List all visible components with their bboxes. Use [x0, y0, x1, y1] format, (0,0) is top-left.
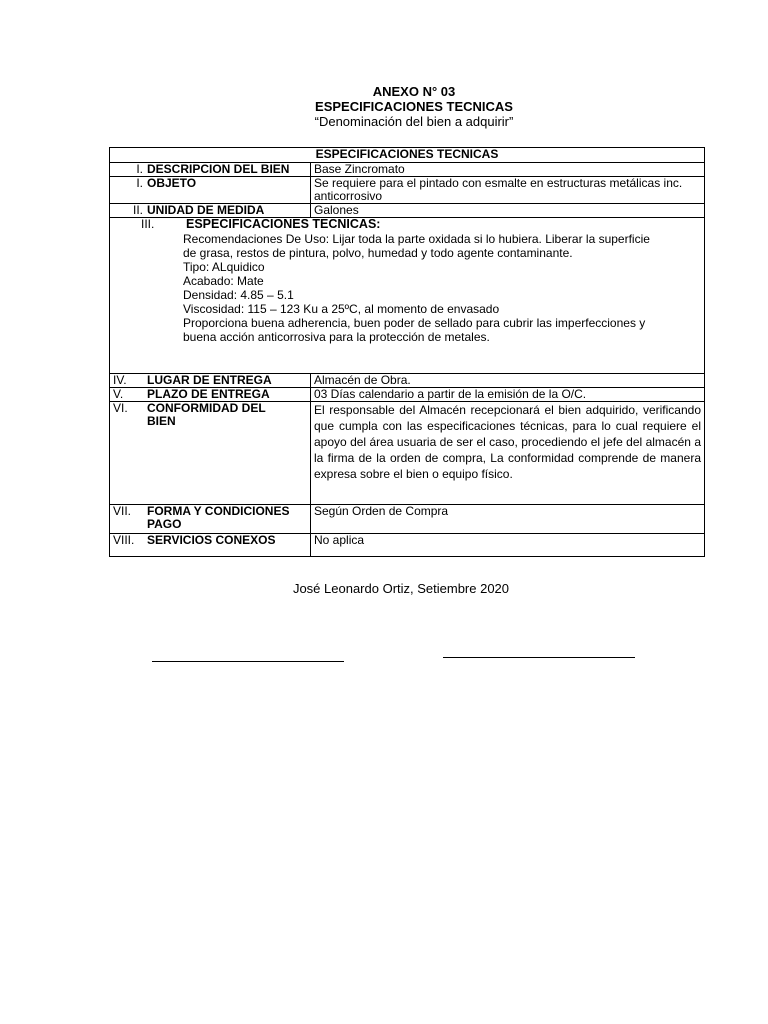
spec-line: Densidad: 4.85 – 5.1	[183, 288, 294, 302]
row-label: LUGAR DE ENTREGA	[147, 373, 272, 387]
table-row	[110, 177, 705, 204]
row-number: VII.	[113, 504, 132, 518]
row-label: SERVICIOS CONEXOS	[147, 533, 276, 547]
row-number: IV.	[113, 373, 127, 387]
row-number: VIII.	[113, 533, 135, 547]
row-number: I.	[136, 176, 143, 190]
document-subtitle: “Denominación del bien a adquirir”	[314, 114, 514, 129]
spec-line: Proporciona buena adherencia, buen poder de sellado para cubrir las imperfecciones y	[183, 316, 646, 330]
spec-line: Tipo: ALquidico	[183, 260, 265, 274]
specs-label: ESPECIFICACIONES TECNICAS:	[186, 217, 381, 231]
specs-heading	[113, 218, 701, 231]
table-row	[110, 402, 705, 505]
table-row	[110, 505, 705, 534]
signature-line-right	[443, 657, 635, 658]
specifications-table	[109, 147, 705, 557]
table-row	[110, 534, 705, 557]
row-value: 03 Días calendario a partir de la emisión de la O/C.	[311, 388, 705, 402]
row-number: II.	[132, 203, 143, 217]
specs-block	[113, 218, 701, 373]
table-row	[110, 388, 705, 402]
document-header	[0, 85, 768, 129]
specs-row	[110, 218, 705, 374]
row-value: Se requiere para el pintado con esmalte en estructuras metálicas inc. anticorrosivo	[311, 177, 705, 204]
spec-line: Recomendaciones De Uso: Lijar toda la parte oxidada si lo hubiera. Liberar la superficie	[183, 232, 650, 246]
row-value: No aplica	[311, 534, 705, 557]
row-label: CONFORMIDAD DEL BIEN	[147, 401, 266, 428]
table-row	[110, 374, 705, 388]
row-number: I.	[136, 162, 143, 176]
specs-lines	[113, 232, 701, 344]
place-and-date: José Leonardo Ortiz, Setiembre 2020	[292, 581, 510, 596]
row-label: DESCRIPCION DEL BIEN	[147, 162, 290, 176]
row-label: UNIDAD DE MEDIDA	[147, 203, 265, 217]
document-title: ESPECIFICACIONES TECNICAS	[315, 99, 513, 114]
row-label: PLAZO DE ENTREGA	[147, 387, 270, 401]
row-value: El responsable del Almacén recepcionará el bien adquirido, verificando que cumpla con las especificaciones técnicas, para lo cual requiere el apoyo del área usuaria de ser el caso, procediendo el jefe del almacén a la firma de la orden de compra, La conformidad comprende de manera expresa sobre el bien o equipo físico.	[311, 402, 705, 505]
row-label: FORMA Y CONDICIONES PAGO	[147, 504, 290, 531]
annex-number: ANEXO N° 03	[372, 84, 456, 99]
row-value: Galones	[311, 204, 705, 218]
row-value: Según Orden de Compra	[311, 505, 705, 534]
row-number: VI.	[113, 401, 128, 415]
spec-line: de grasa, restos de pintura, polvo, humedad y todo agente contaminante.	[183, 246, 573, 260]
spec-line: Viscosidad: 115 – 123 Ku a 25ºC, al momento de envasado	[183, 302, 500, 316]
row-value: Almacén de Obra.	[311, 374, 705, 388]
row-label: OBJETO	[147, 176, 197, 190]
spec-line: Acabado: Mate	[183, 274, 264, 288]
spec-line: buena acción anticorrosiva para la protección de metales.	[183, 330, 490, 344]
table-title: ESPECIFICACIONES TECNICAS	[110, 148, 705, 163]
specs-number: III.	[141, 217, 155, 231]
table-row	[110, 163, 705, 177]
table-row	[110, 204, 705, 218]
row-value: Base Zincromato	[311, 163, 705, 177]
row-number: V.	[113, 387, 124, 401]
signature-line-left	[152, 661, 344, 662]
